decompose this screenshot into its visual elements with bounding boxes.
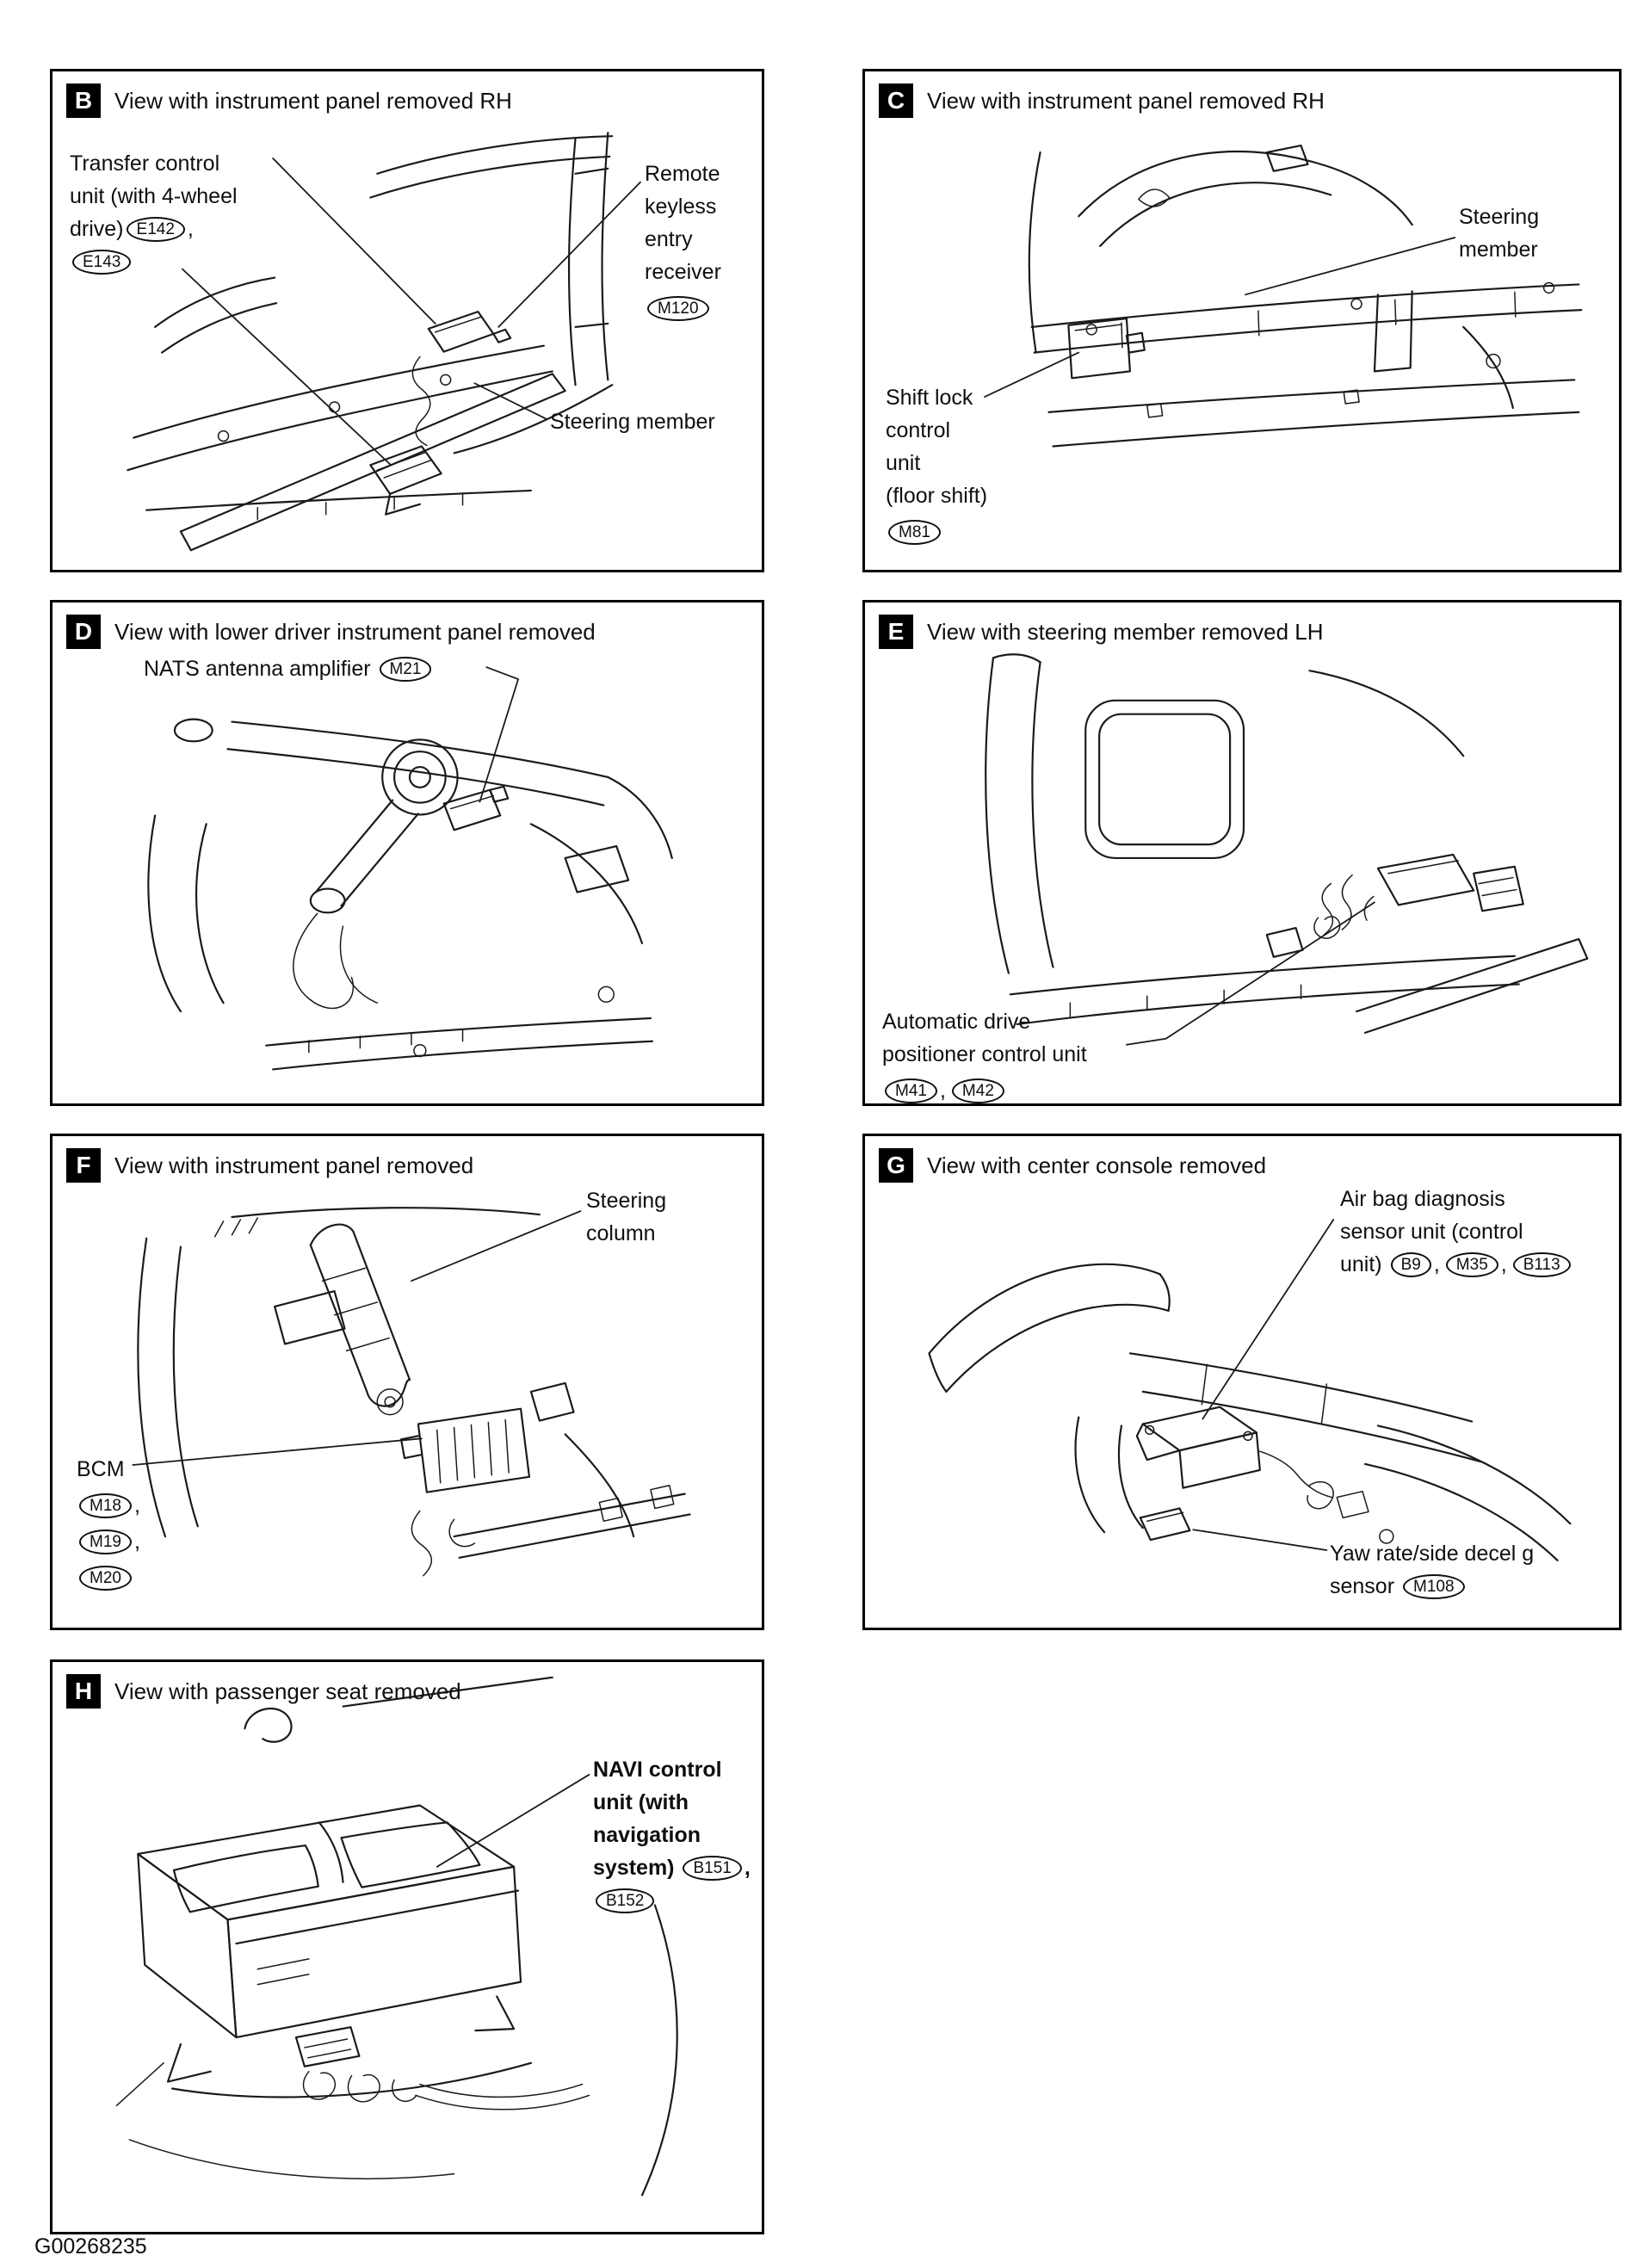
- label-steering-member-b: [550, 405, 715, 438]
- panel-b-title: View with instrument panel removed RH: [114, 87, 512, 114]
- label-line: unit): [1340, 1252, 1382, 1276]
- panel-g-header: [879, 1148, 1266, 1183]
- connector-ref-b151: B151: [683, 1856, 741, 1881]
- panel-f: [50, 1134, 764, 1630]
- label-line: (floor shift): [886, 484, 988, 508]
- comma: ,: [187, 217, 194, 241]
- panel-b: [50, 69, 764, 572]
- label-line: column: [586, 1221, 656, 1245]
- panel-h-letter-badge: H: [66, 1674, 101, 1709]
- label-line: Yaw rate/side decel g: [1330, 1542, 1535, 1566]
- label-line: receiver: [645, 260, 721, 284]
- connector-ref-e143: E143: [72, 250, 131, 275]
- label-auto-drive-positioner: [882, 1005, 1087, 1106]
- label-line: navigation: [593, 1823, 701, 1847]
- label-line: entry: [645, 227, 693, 251]
- connector-ref-b9: B9: [1391, 1252, 1431, 1277]
- label-line: NATS antenna amplifier: [144, 657, 371, 681]
- connector-ref-e142: E142: [127, 217, 185, 242]
- label-line: unit: [886, 451, 921, 475]
- comma: ,: [939, 1078, 946, 1103]
- comma: ,: [133, 1493, 140, 1517]
- label-line: unit (with: [593, 1790, 689, 1814]
- panel-d-title: View with lower driver instrument panel removed: [114, 618, 596, 645]
- label-line: Air bag diagnosis: [1340, 1187, 1505, 1211]
- label-line: NAVI control: [593, 1758, 722, 1782]
- connector-ref-m35: M35: [1446, 1252, 1498, 1277]
- panel-c-letter-badge: C: [879, 83, 913, 118]
- comma: ,: [133, 1530, 140, 1554]
- label-line: Transfer control: [70, 151, 220, 176]
- connector-ref-m108: M108: [1403, 1574, 1465, 1599]
- connector-ref-m21: M21: [380, 657, 432, 682]
- connector-ref-m120: M120: [647, 296, 709, 321]
- label-bcm: [77, 1453, 140, 1594]
- comma: ,: [744, 1856, 751, 1880]
- label-steering-member-c: [1459, 201, 1539, 266]
- connector-ref-m41: M41: [885, 1078, 937, 1103]
- label-line: member: [1459, 238, 1538, 262]
- panel-e-header: [879, 615, 1323, 649]
- connector-ref-m42: M42: [952, 1078, 1004, 1103]
- comma: ,: [1500, 1252, 1507, 1276]
- panel-c-header: [879, 83, 1325, 118]
- label-airbag-diagnosis-sensor: [1340, 1183, 1573, 1281]
- panel-h-title: View with passenger seat removed: [114, 1678, 461, 1704]
- panel-c-title: View with instrument panel removed RH: [927, 87, 1325, 114]
- label-remote-keyless-receiver: [645, 158, 721, 324]
- connector-ref-m19: M19: [79, 1530, 132, 1554]
- panel-h-drawing: [53, 1662, 762, 2232]
- connector-ref-m81: M81: [888, 520, 941, 545]
- panel-f-header: [66, 1148, 473, 1183]
- label-line: keyless: [645, 195, 717, 219]
- figure-id: G00268235: [34, 2234, 147, 2259]
- label-line: Shift lock: [886, 386, 973, 410]
- panel-g: [862, 1134, 1622, 1630]
- label-line: BCM: [77, 1457, 125, 1481]
- label-navi-control-unit: [593, 1753, 751, 1917]
- label-line: sensor: [1330, 1574, 1395, 1598]
- connector-ref-b152: B152: [596, 1888, 654, 1913]
- label-line: sensor unit (control: [1340, 1220, 1523, 1244]
- label-line: Steering member: [550, 410, 715, 434]
- panel-e-letter-badge: E: [879, 615, 913, 649]
- panel-h-header: [66, 1674, 461, 1709]
- panel-d-letter-badge: D: [66, 615, 101, 649]
- panel-g-title: View with center console removed: [927, 1152, 1267, 1178]
- panel-g-letter-badge: G: [879, 1148, 913, 1183]
- label-line: unit (with 4-wheel: [70, 184, 238, 208]
- panel-h: [50, 1659, 764, 2234]
- label-line: system): [593, 1856, 675, 1880]
- label-nats-antenna-amplifier: [144, 652, 434, 685]
- panel-f-letter-badge: F: [66, 1148, 101, 1183]
- comma: ,: [1433, 1252, 1440, 1276]
- label-line: control: [886, 418, 951, 442]
- connector-ref-b113: B113: [1513, 1252, 1571, 1277]
- label-line: Automatic drive: [882, 1010, 1031, 1034]
- label-line: Steering: [586, 1189, 667, 1213]
- connector-ref-m18: M18: [79, 1493, 132, 1518]
- connector-ref-m20: M20: [79, 1566, 132, 1591]
- label-transfer-control-unit: [70, 147, 238, 278]
- label-steering-column: [586, 1184, 666, 1250]
- label-line: positioner control unit: [882, 1042, 1087, 1066]
- label-line: Steering: [1459, 205, 1540, 229]
- label-shift-lock-control-unit: [886, 381, 987, 548]
- label-line: Remote: [645, 162, 720, 186]
- label-yaw-rate-sensor: [1330, 1537, 1534, 1603]
- panel-b-letter-badge: B: [66, 83, 101, 118]
- label-line: drive): [70, 217, 124, 241]
- panel-e-title: View with steering member removed LH: [927, 618, 1324, 645]
- panel-d-header: [66, 615, 596, 649]
- panel-f-title: View with instrument panel removed: [114, 1152, 474, 1178]
- panel-d: [50, 600, 764, 1106]
- panel-c: [862, 69, 1622, 572]
- panel-e: [862, 600, 1622, 1106]
- panel-b-header: [66, 83, 512, 118]
